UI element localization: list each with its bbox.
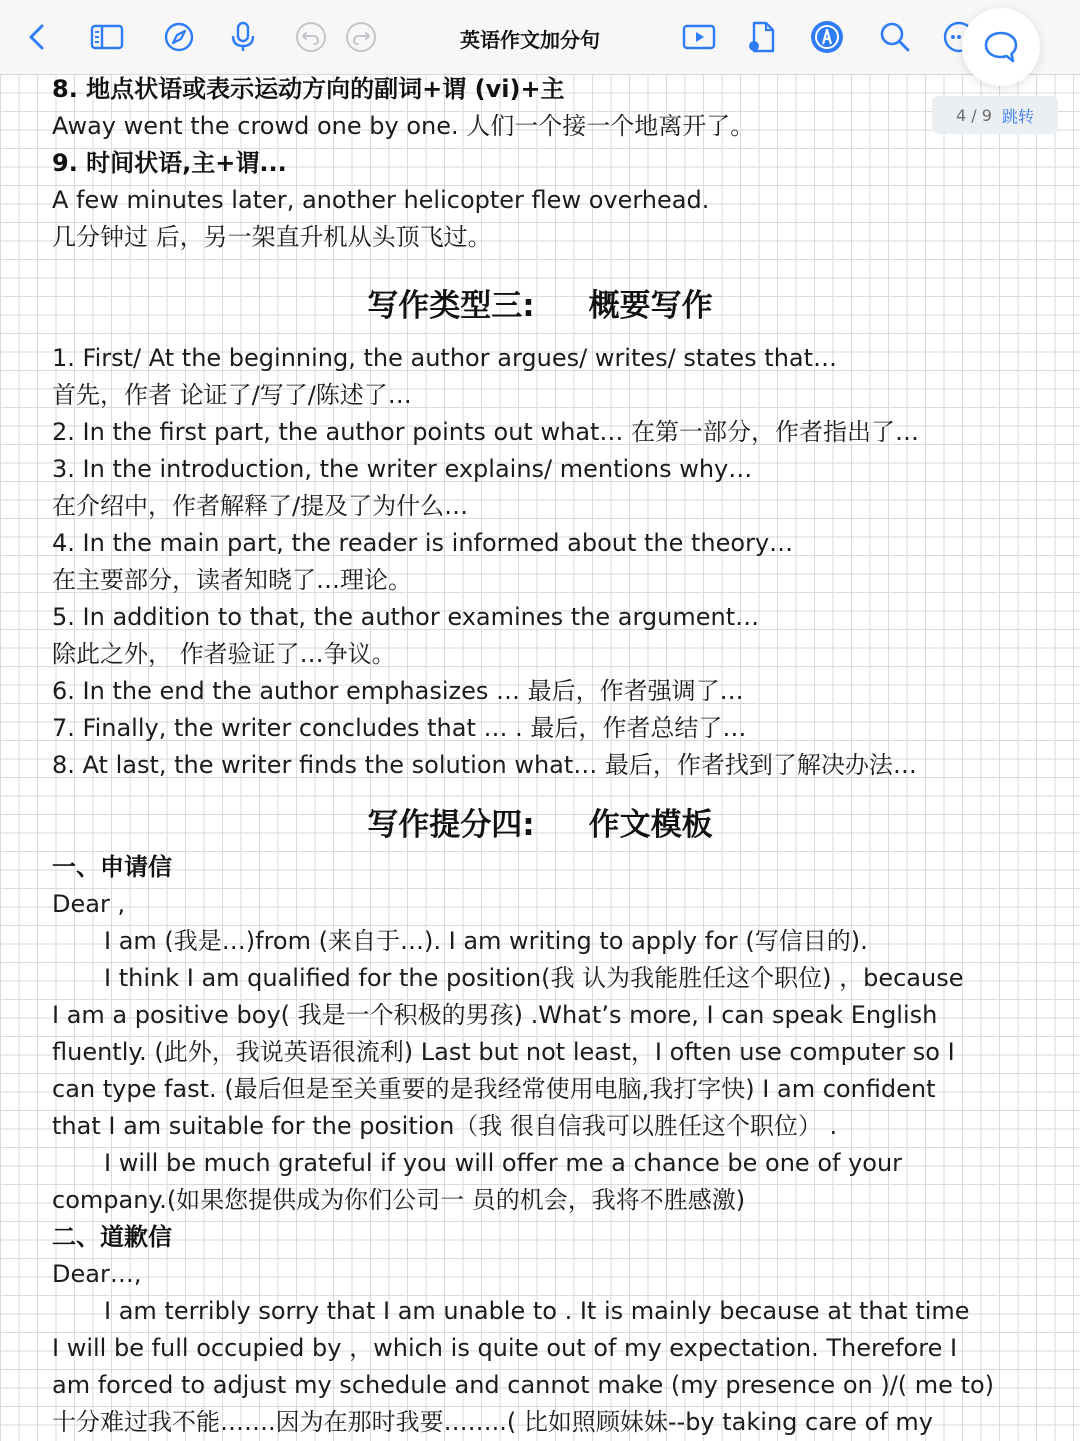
search-icon[interactable]: [878, 20, 912, 54]
pattern-9-translation: 几分钟过 后，另一架直升机从头顶飞过。: [52, 223, 492, 251]
chat-icon[interactable]: [962, 8, 1040, 86]
summary-line: 除此之外， 作者验证了…争议。: [52, 640, 396, 668]
template-line: am forced to adjust my schedule and cannot make (my presence on )/( me to): [52, 1371, 995, 1399]
template-line: Dear ,: [52, 890, 126, 918]
pattern-8-example: Away went the crowd one by one. 人们一个接一个地离开了。: [52, 112, 755, 140]
document-title[interactable]: 英语作文加分句: [460, 28, 600, 52]
summary-line: 在介绍中，作者解释了/提及了为什么…: [52, 492, 469, 520]
summary-line: 1. First/ At the beginning, the author argues/ writes/ states that…: [52, 344, 838, 372]
redo-icon[interactable]: [344, 20, 378, 54]
template-line: I am terribly sorry that I am unable to . It is mainly because at that time: [104, 1297, 970, 1325]
compass-icon[interactable]: [162, 20, 196, 54]
template-line: can type fast. (最后但是至关重要的是我经常使用电脑,我打字快) I am confident: [52, 1075, 936, 1103]
play-icon[interactable]: [682, 20, 716, 54]
template-line: Dear…,: [52, 1260, 142, 1288]
summary-line: 7. Finally, the writer concludes that … . 最后，作者总结了…: [52, 714, 747, 742]
template-line: company.(如果您提供成为你们公司一 员的机会，我将不胜感激): [52, 1186, 746, 1214]
template-line: 二、道歉信: [52, 1223, 172, 1251]
pattern-9-example: A few minutes later, another helicopter flew overhead.: [52, 186, 710, 214]
sidebar-icon[interactable]: [90, 20, 124, 54]
summary-line: 在主要部分，读者知晓了…理论。: [52, 566, 412, 594]
pattern-8-title: 8. 地点状语或表示运动方向的副词+谓 (vi)+主: [52, 75, 565, 103]
template-line: I think I am qualified for the position(我 认为我能胜任这个职位) ，because: [104, 964, 964, 992]
page-indicator[interactable]: [932, 96, 1058, 134]
top-toolbar: [0, 0, 1080, 75]
template-line: I am a positive boy( 我是一个积极的男孩) .What’s more, I can speak English: [52, 1001, 938, 1029]
summary-line: 2. In the first part, the author points out what… 在第一部分，作者指出了…: [52, 418, 920, 446]
section-heading-templates: 写作提分四: 作文模板: [367, 807, 713, 843]
template-line: I will be much grateful if you will offer me a chance be one of your: [104, 1149, 903, 1177]
pencil-mode-icon[interactable]: [810, 20, 844, 54]
document-page: [0, 74, 1080, 1441]
template-line: I will be full occupied by ，which is quite out of my expectation. Therefore I: [52, 1334, 958, 1362]
page-number: 4 / 9: [956, 105, 992, 125]
summary-line: 8. At last, the writer finds the solution what… 最后，作者找到了解决办法…: [52, 751, 917, 779]
summary-line: 4. In the main part, the reader is informed about the theory…: [52, 529, 794, 557]
share-doc-icon[interactable]: [746, 20, 780, 54]
chevron-left-icon[interactable]: [20, 20, 54, 54]
template-line: 一、申请信: [52, 853, 172, 881]
section-heading-summary: 写作类型三: 概要写作: [367, 288, 713, 324]
pattern-9-title: 9. 时间状语,主+谓...: [52, 149, 287, 177]
template-line: 十分难过我不能…….因为在那时我要……..( 比如照顾妹妹--by taking care of my: [52, 1408, 934, 1436]
template-line: I am (我是…)from (来自于…). I am writing to apply for (写信目的).: [104, 927, 868, 955]
undo-icon[interactable]: [294, 20, 328, 54]
summary-line: 5. In addition to that, the author examines the argument…: [52, 603, 760, 631]
summary-line: 3. In the introduction, the writer explains/ mentions why…: [52, 455, 753, 483]
summary-line: 6. In the end the author emphasizes … 最后，作者强调了…: [52, 677, 744, 705]
template-line: that I am suitable for the position（我 很自信我可以胜任这个职位） .: [52, 1112, 838, 1140]
jump-button[interactable]: 跳转: [1001, 106, 1034, 126]
summary-line: 首先，作者 论证了/写了/陈述了…: [52, 381, 412, 409]
template-line: fluently. (此外，我说英语很流利) Last but not least，I often use computer so I: [52, 1038, 955, 1066]
microphone-icon[interactable]: [226, 20, 260, 54]
